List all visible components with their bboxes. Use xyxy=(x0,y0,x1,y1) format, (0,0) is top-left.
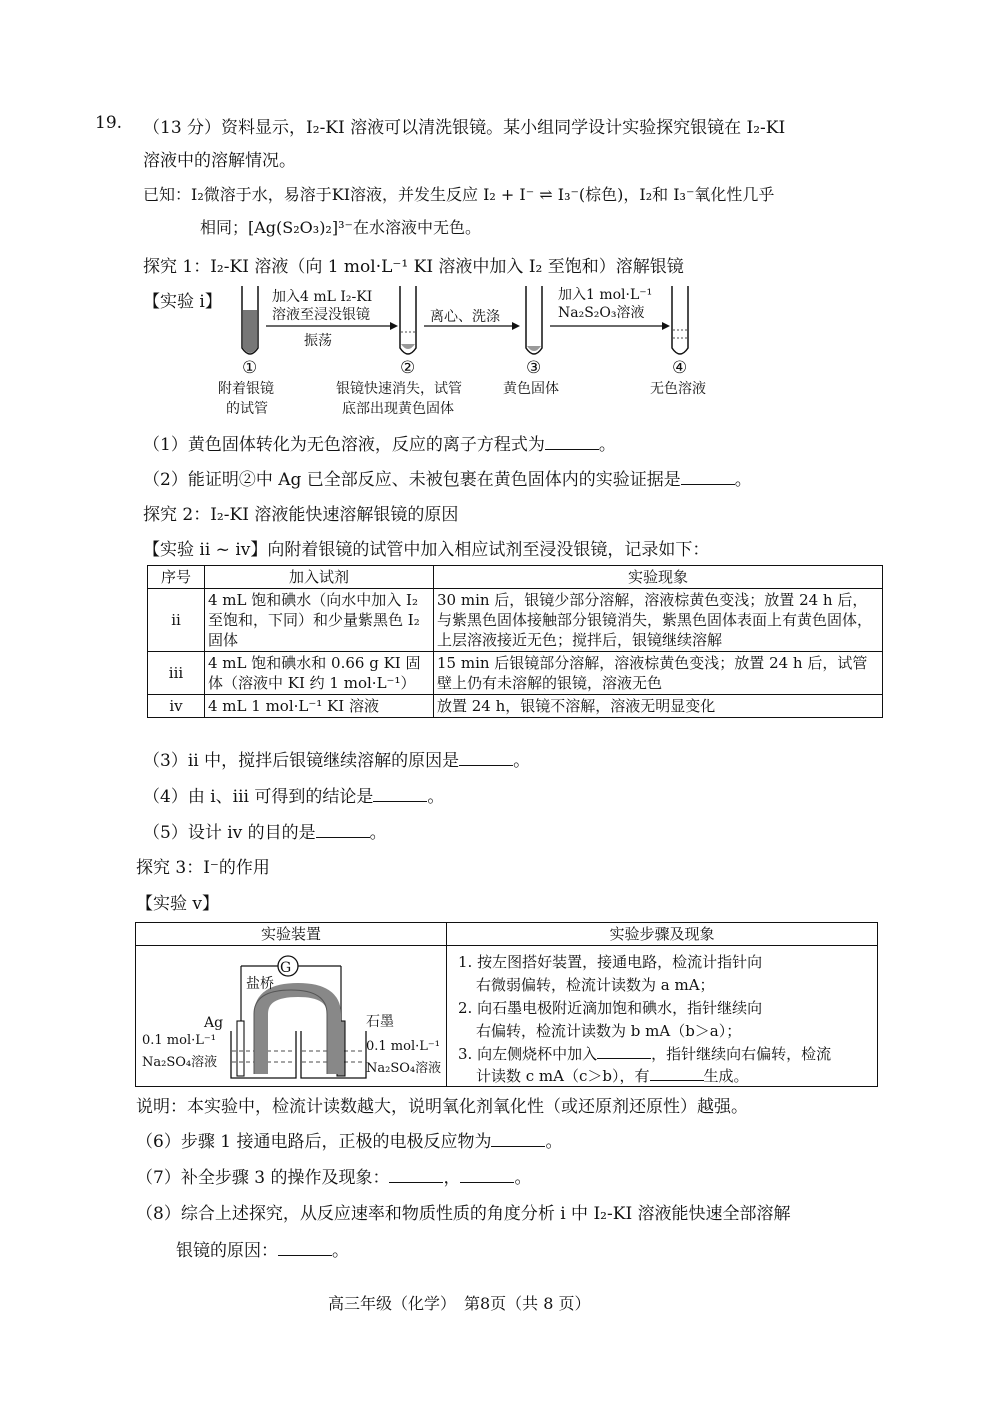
header-phenomenon: 实验现象 xyxy=(434,566,883,589)
table-header-row xyxy=(148,566,883,589)
q1: （1）黄色固体转化为无色溶液，反应的离子方程式为 。 xyxy=(143,435,616,455)
q2-blank[interactable] xyxy=(681,470,735,485)
q7-blank-2[interactable] xyxy=(460,1168,514,1183)
step1-line2: 右微弱偏转，检流计读数为 a mA； xyxy=(476,976,715,994)
ag-electrode-icon xyxy=(237,1021,244,1076)
explore3-title: 探究 3：I⁻的作用 xyxy=(136,858,270,878)
q8-line2: 银镜的原因： 。 xyxy=(176,1241,349,1261)
q6-blank[interactable] xyxy=(491,1132,545,1147)
q7-blank-1[interactable] xyxy=(389,1168,443,1183)
q8-line1: （8）综合上述探究，从反应速率和物质性质的角度分析 i 中 I₂-KI 溶液能快速全部溶解 xyxy=(136,1204,791,1224)
exp-ii-iv-label: 【实验 ii ~ iv】向附着银镜的试管中加入相应试剂至浸没银镜，记录如下： xyxy=(143,540,710,560)
graphite-label: 石墨 xyxy=(366,1014,394,1030)
table-row xyxy=(148,695,883,718)
row-phenomenon: 30 min 后，银镜少部分溶解，溶液棕黄色变浅；放置 24 h 后，与紫黑色固体接触部分银镜消失，紫黑色固体表面上有黄色固体，上层溶液接近无色；搅拌后，银镜继续溶解 xyxy=(434,589,883,652)
row-no: ii xyxy=(148,589,205,652)
header-reagent: 加入试剂 xyxy=(205,566,434,589)
q6: （6）步骤 1 接通电路后，正极的电极反应物为 。 xyxy=(136,1132,563,1152)
tube4-label1: 无色溶液 xyxy=(650,381,706,397)
q1-blank[interactable] xyxy=(545,435,599,450)
record-table xyxy=(147,565,883,718)
row-reagent: 4 mL 饱和碘水（向水中加入 I₂ 至饱和，下同）和少量紫黑色 I₂ 固体 xyxy=(205,589,434,652)
q7: （7）补全步骤 3 的操作及现象： ， 。 xyxy=(136,1168,532,1188)
box-head-apparatus: 实验装置 xyxy=(136,923,446,946)
row-no: iv xyxy=(148,695,205,718)
q4-blank[interactable] xyxy=(373,787,427,802)
tube1-number: ① xyxy=(242,358,258,378)
row-no: iii xyxy=(148,652,205,695)
salt-bridge-icon xyxy=(261,990,334,1074)
left-conc-label: 0.1 mol·L⁻¹ xyxy=(142,1033,216,1048)
row-reagent: 4 mL 1 mol·L⁻¹ KI 溶液 xyxy=(205,695,434,718)
step2-line1: 2. 向石墨电极附近滴加饱和碘水，指针继续向 xyxy=(458,999,763,1017)
page-footer: 高三年级（化学） 第8页（共 8 页） xyxy=(328,1294,591,1313)
explore1-title: 探究 1：I₂-KI 溶液（向 1 mol·L⁻¹ KI 溶液中加入 I₂ 至饱和）溶解银镜 xyxy=(143,257,684,277)
known-line1: 已知：I₂微溶于水，易溶于KI溶液，并发生反应 I₂ + I⁻ ⇌ I₃⁻(棕色)，I₂和 I₃⁻氧化性几乎 xyxy=(143,185,775,204)
box-head-steps: 实验步骤及现象 xyxy=(447,923,877,946)
left-solution-label: Na₂SO₄溶液 xyxy=(142,1055,218,1070)
right-solution-label: Na₂SO₄溶液 xyxy=(366,1061,442,1076)
arrow-3-icon xyxy=(550,322,670,330)
row-phenomenon: 放置 24 h，银镜不溶解，溶液无明显变化 xyxy=(434,695,883,718)
right-conc-label: 0.1 mol·L⁻¹ xyxy=(366,1039,440,1054)
arrow1-reagent-line1: 加入4 mL I₂-KI xyxy=(272,289,373,305)
q4: （4）由 i、iii 可得到的结论是 。 xyxy=(143,787,445,807)
note: 说明：本实验中，检流计读数越大，说明氧化剂氧化性（或还原剂还原性）越强。 xyxy=(136,1097,748,1117)
tube2-label2: 底部出现黄色固体 xyxy=(342,401,454,417)
arrow2-operation: 离心、洗涤 xyxy=(430,309,500,325)
row-phenomenon: 15 min 后银镜部分溶解，溶液棕黄色变浅；放置 24 h 后，试管壁上仍有未溶解的银镜，溶液无色 xyxy=(434,652,883,695)
q3: （3）ii 中，搅拌后银镜继续溶解的原因是 。 xyxy=(143,751,531,771)
step3-reagent-blank[interactable] xyxy=(597,1044,651,1059)
tube2-label1: 银镜快速消失，试管 xyxy=(336,381,462,397)
step1-line1: 1. 按左图搭好装置，接通电路，检流计指针向 xyxy=(458,953,763,971)
tube1-label2: 的试管 xyxy=(226,401,268,417)
known-line2: 相同；[Ag(S₂O₃)₂]³⁻在水溶液中无色。 xyxy=(200,218,481,237)
table-row xyxy=(148,589,883,652)
experiment-v-box xyxy=(135,922,878,1087)
ag-label: Ag xyxy=(204,1015,224,1031)
q8-blank[interactable] xyxy=(278,1241,332,1256)
galvanometer-label: G xyxy=(280,960,292,976)
q5-blank[interactable] xyxy=(316,823,370,838)
step3-line2: 计读数 c mA（c＞b），有 生成。 xyxy=(476,1067,749,1085)
tube1-label1: 附着银镜 xyxy=(218,381,274,397)
step3-product-blank[interactable] xyxy=(650,1066,704,1081)
question-stem-line1: （13 分）资料显示，I₂-KI 溶液可以清洗银镜。某小组同学设计实验探究银镜在 I₂-KI xyxy=(143,118,786,138)
box-divider xyxy=(446,923,447,1086)
arrow3-reagent-line2: Na₂S₂O₃溶液 xyxy=(558,305,645,321)
exp-i-label: 【实验 i】 xyxy=(143,292,222,312)
step2-line2: 右偏转，检流计读数为 b mA（b＞a）； xyxy=(476,1022,742,1040)
exp-v-label: 【实验 v】 xyxy=(136,894,220,914)
step3-line1: 3. 向左侧烧杯中加入 ，指针继续向右偏转，检流 xyxy=(458,1045,832,1063)
tube-3-icon xyxy=(526,286,542,354)
salt-bridge-label: 盐桥 xyxy=(246,976,274,992)
tube4-number: ④ xyxy=(672,358,688,378)
arrow1-operation: 振荡 xyxy=(304,333,332,349)
tube-4-icon xyxy=(672,286,688,354)
question-stem-line2: 溶液中的溶解情况。 xyxy=(143,151,296,171)
question-number: 19. xyxy=(95,113,123,133)
q5: （5）设计 iv 的目的是 。 xyxy=(143,823,387,843)
tube-1-icon xyxy=(242,286,258,354)
q2: （2）能证明②中 Ag 已全部反应、未被包裹在黄色固体内的实验证据是 。 xyxy=(143,470,752,490)
tube-2-icon xyxy=(400,286,416,354)
table-row xyxy=(148,652,883,695)
row-reagent: 4 mL 饱和碘水和 0.66 g KI 固体（溶液中 KI 约 1 mol·L⁻¹） xyxy=(205,652,434,695)
tube3-number: ③ xyxy=(526,358,542,378)
tube2-number: ② xyxy=(400,358,416,378)
header-no: 序号 xyxy=(148,566,205,589)
explore2-title: 探究 2：I₂-KI 溶液能快速溶解银镜的原因 xyxy=(143,505,459,525)
tube3-label1: 黄色固体 xyxy=(503,381,559,397)
arrow3-reagent-line1: 加入1 mol·L⁻¹ xyxy=(558,287,653,303)
q3-blank[interactable] xyxy=(459,751,513,766)
arrow1-reagent-line2: 溶液至浸没银镜 xyxy=(272,307,370,323)
